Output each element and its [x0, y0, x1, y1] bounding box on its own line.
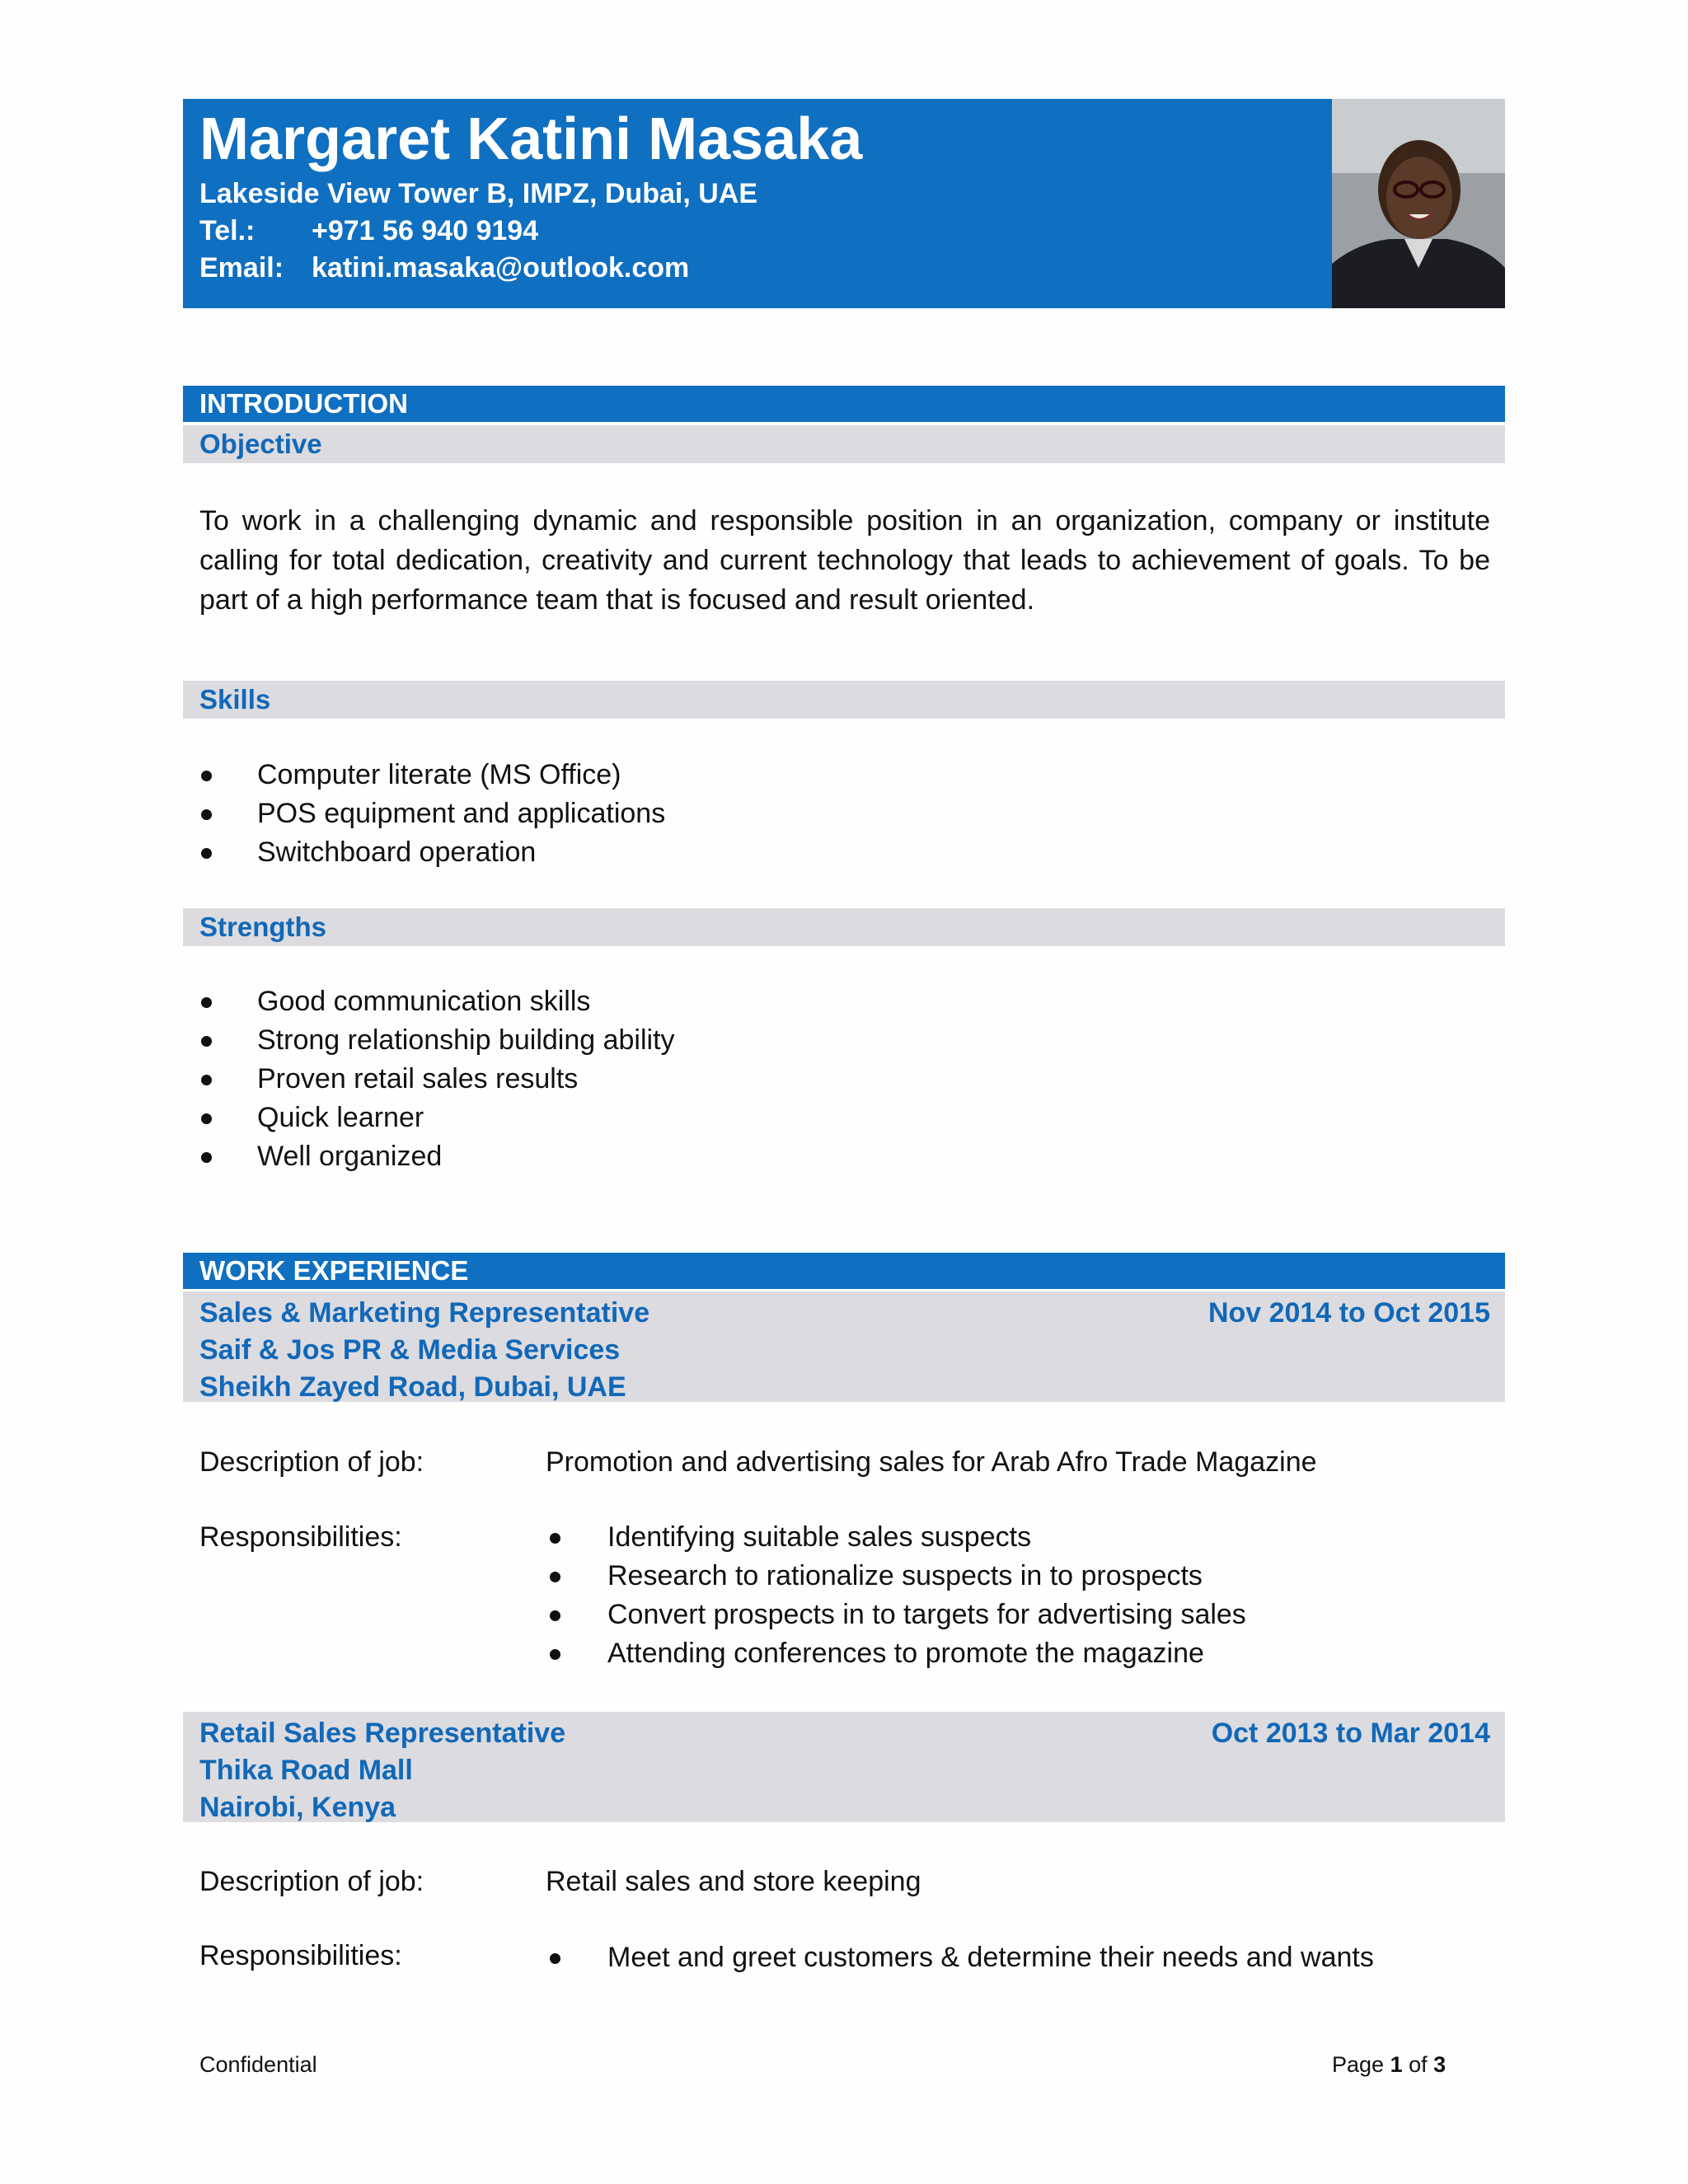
list-item: Research to rationalize suspects in to prospects	[548, 1557, 1246, 1596]
objective-text: To work in a challenging dynamic and responsible position in an organization, company or institute calling for total dedication, creativity and current technology that leads to achievement of goals. To be part of a high performance team that is focused and result oriented.	[199, 505, 1490, 616]
job-role: Sales & Marketing Representative	[199, 1297, 650, 1329]
job-dates: Nov 2014 to Oct 2015	[1207, 1297, 1490, 1329]
list-item: Computer literate (MS Office)	[199, 756, 665, 794]
list-item: Good communication skills	[199, 982, 675, 1021]
candidate-name: Margaret Katini Masaka	[199, 106, 863, 172]
list-item: Quick learner	[199, 1099, 675, 1137]
section-work-experience: WORK EXPERIENCE	[183, 1253, 1505, 1289]
list-item: Well organized	[199, 1137, 675, 1176]
job-role: Retail Sales Representative	[199, 1718, 566, 1749]
job-location: Nairobi, Kenya	[199, 1792, 396, 1823]
list-item: Attending conferences to promote the magazine	[548, 1634, 1246, 1673]
heading-strengths: Strengths	[183, 908, 1505, 946]
header-banner	[183, 99, 1505, 308]
list-item: Meet and greet customers & determine their needs and wants	[548, 1938, 1374, 1977]
job-dates: Oct 2013 to Mar 2014	[1211, 1718, 1490, 1749]
email-label: Email:	[199, 252, 284, 284]
of-word: of	[1409, 2052, 1428, 2077]
phone-label: Tel.:	[199, 215, 256, 246]
strengths-list	[199, 982, 675, 1176]
page-word: Page	[1332, 2052, 1385, 2077]
email-value: katini.masaka@outlook.com	[312, 252, 690, 284]
responsibilities-label: Responsibilities:	[199, 1940, 402, 1971]
list-item: Strong relationship building ability	[199, 1021, 675, 1060]
responsibilities-label: Responsibilities:	[199, 1521, 402, 1553]
profile-photo	[1330, 99, 1505, 308]
heading-skills: Skills	[183, 681, 1505, 719]
responsibilities-list	[548, 1938, 1374, 1977]
page-current: 1	[1390, 2052, 1403, 2077]
job-description: Retail sales and store keeping	[546, 1866, 921, 1897]
job-company: Thika Road Mall	[199, 1755, 413, 1786]
footer-page-number	[1332, 2052, 1446, 2078]
job-description: Promotion and advertising sales for Arab Afro Trade Magazine	[546, 1446, 1317, 1478]
phone-value: +971 56 940 9194	[312, 215, 539, 246]
address: Lakeside View Tower B, IMPZ, Dubai, UAE	[199, 178, 758, 209]
phone-line	[199, 215, 538, 247]
list-item: Switchboard operation	[199, 833, 665, 872]
page-total: 3	[1433, 2052, 1447, 2077]
job-header-2	[183, 1712, 1505, 1822]
email-line	[199, 252, 689, 284]
job-location: Sheikh Zayed Road, Dubai, UAE	[199, 1371, 626, 1403]
description-label: Description of job:	[199, 1866, 424, 1897]
job-header-1	[183, 1291, 1505, 1402]
section-introduction: INTRODUCTION	[183, 386, 1505, 422]
job-company: Saif & Jos PR & Media Services	[199, 1334, 621, 1366]
footer-confidential: Confidential	[199, 2052, 317, 2077]
responsibilities-list	[548, 1518, 1246, 1673]
heading-objective: Objective	[183, 425, 1505, 463]
skills-list	[199, 756, 665, 872]
list-item: Convert prospects in to targets for advertising sales	[548, 1596, 1246, 1634]
list-item: Identifying suitable sales suspects	[548, 1518, 1246, 1557]
list-item: Proven retail sales results	[199, 1060, 675, 1099]
description-label: Description of job:	[199, 1446, 424, 1478]
list-item: POS equipment and applications	[199, 794, 665, 833]
